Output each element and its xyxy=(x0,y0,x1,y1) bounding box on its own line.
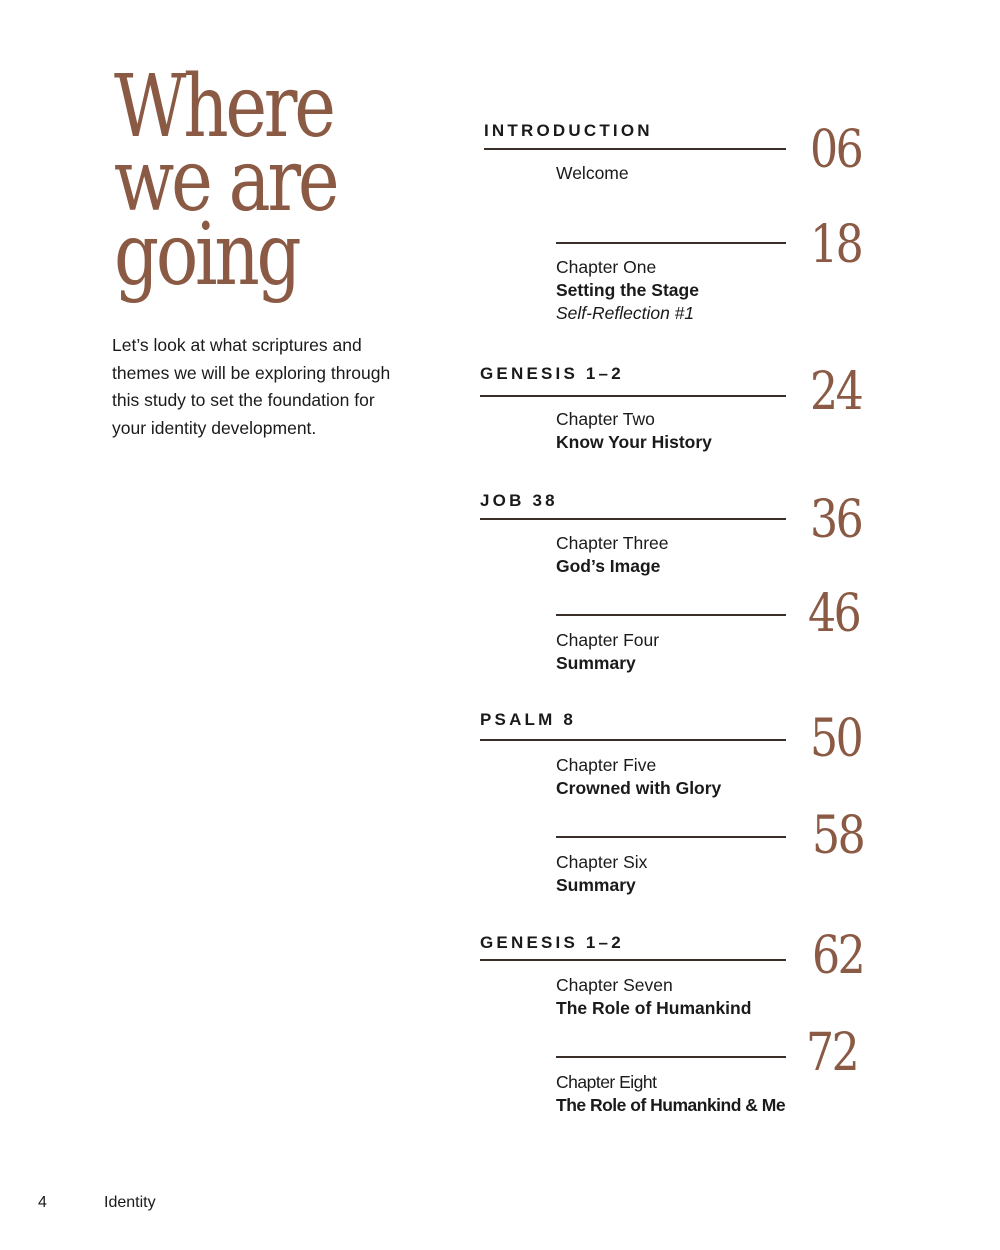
chapter-subtitle: The Role of Humankind xyxy=(556,998,752,1018)
chapter-subtitle: Summary xyxy=(556,653,636,673)
toc-entry-chapter-five[interactable] xyxy=(556,754,721,800)
section-label-genesis: GENESIS 1–2 xyxy=(480,364,624,383)
toc-entry-chapter-four[interactable] xyxy=(556,629,659,675)
chapter-title: Chapter Seven xyxy=(556,975,673,995)
chapter-title: Chapter Eight xyxy=(556,1072,657,1092)
page-number: 24 xyxy=(810,362,862,422)
page-number: 46 xyxy=(808,584,860,644)
entry-rule xyxy=(556,836,786,838)
page-number: 72 xyxy=(806,1023,858,1083)
chapter-title: Chapter One xyxy=(556,257,657,277)
section-rule xyxy=(480,395,786,397)
chapter-subtitle: Summary xyxy=(556,875,636,895)
page-number: 18 xyxy=(810,215,862,275)
section-label-introduction: INTRODUCTION xyxy=(484,121,653,140)
chapter-title: Chapter Six xyxy=(556,852,648,872)
section-rule xyxy=(480,959,786,961)
page-number: 50 xyxy=(810,709,862,769)
page-title xyxy=(114,57,376,305)
intro-paragraph: Let’s look at what scriptures and themes we will be exploring through this study to set the foundation for your identity development. xyxy=(112,335,391,439)
chapter-subtitle: The Role of Humankind & Me xyxy=(556,1095,786,1115)
page-number: 58 xyxy=(812,806,864,866)
section-label-psalm: PSALM 8 xyxy=(480,710,577,729)
toc-entry-chapter-one[interactable] xyxy=(556,256,699,325)
footer-page-number: 4 xyxy=(38,1194,47,1211)
chapter-note: Self-Reflection #1 xyxy=(556,303,695,323)
page-number: 06 xyxy=(810,120,862,180)
chapter-title: Chapter Three xyxy=(556,533,669,553)
toc-entry-chapter-two[interactable] xyxy=(556,408,712,454)
title-line-3: going xyxy=(114,205,299,305)
chapter-title: Welcome xyxy=(556,163,629,183)
section-rule xyxy=(480,739,786,741)
chapter-subtitle: Crowned with Glory xyxy=(556,778,722,798)
section-rule xyxy=(480,518,786,520)
page-number: 62 xyxy=(812,926,864,986)
entry-rule xyxy=(556,242,786,244)
toc-entry-chapter-seven[interactable] xyxy=(556,974,751,1020)
title-line-2: we are xyxy=(114,131,337,231)
section-rule xyxy=(484,148,786,150)
toc-entry-welcome[interactable] xyxy=(556,162,629,185)
chapter-title: Chapter Four xyxy=(556,630,660,650)
title-line-1: Where xyxy=(114,57,333,157)
chapter-title: Chapter Two xyxy=(556,409,655,429)
section-label-job: JOB 38 xyxy=(480,491,558,510)
footer-book-title: Identity xyxy=(104,1194,156,1211)
entry-rule xyxy=(556,1056,786,1058)
toc-entry-chapter-six[interactable] xyxy=(556,851,647,897)
chapter-subtitle: Know Your History xyxy=(556,432,712,452)
chapter-title: Chapter Five xyxy=(556,755,657,775)
chapter-subtitle: Setting the Stage xyxy=(556,280,699,300)
toc-entry-chapter-three[interactable] xyxy=(556,532,669,578)
toc-entry-chapter-eight[interactable] xyxy=(556,1071,785,1117)
section-label-genesis-2: GENESIS 1–2 xyxy=(480,933,624,952)
entry-rule xyxy=(556,614,786,616)
page-number: 36 xyxy=(810,490,862,550)
chapter-subtitle: God’s Image xyxy=(556,556,661,576)
